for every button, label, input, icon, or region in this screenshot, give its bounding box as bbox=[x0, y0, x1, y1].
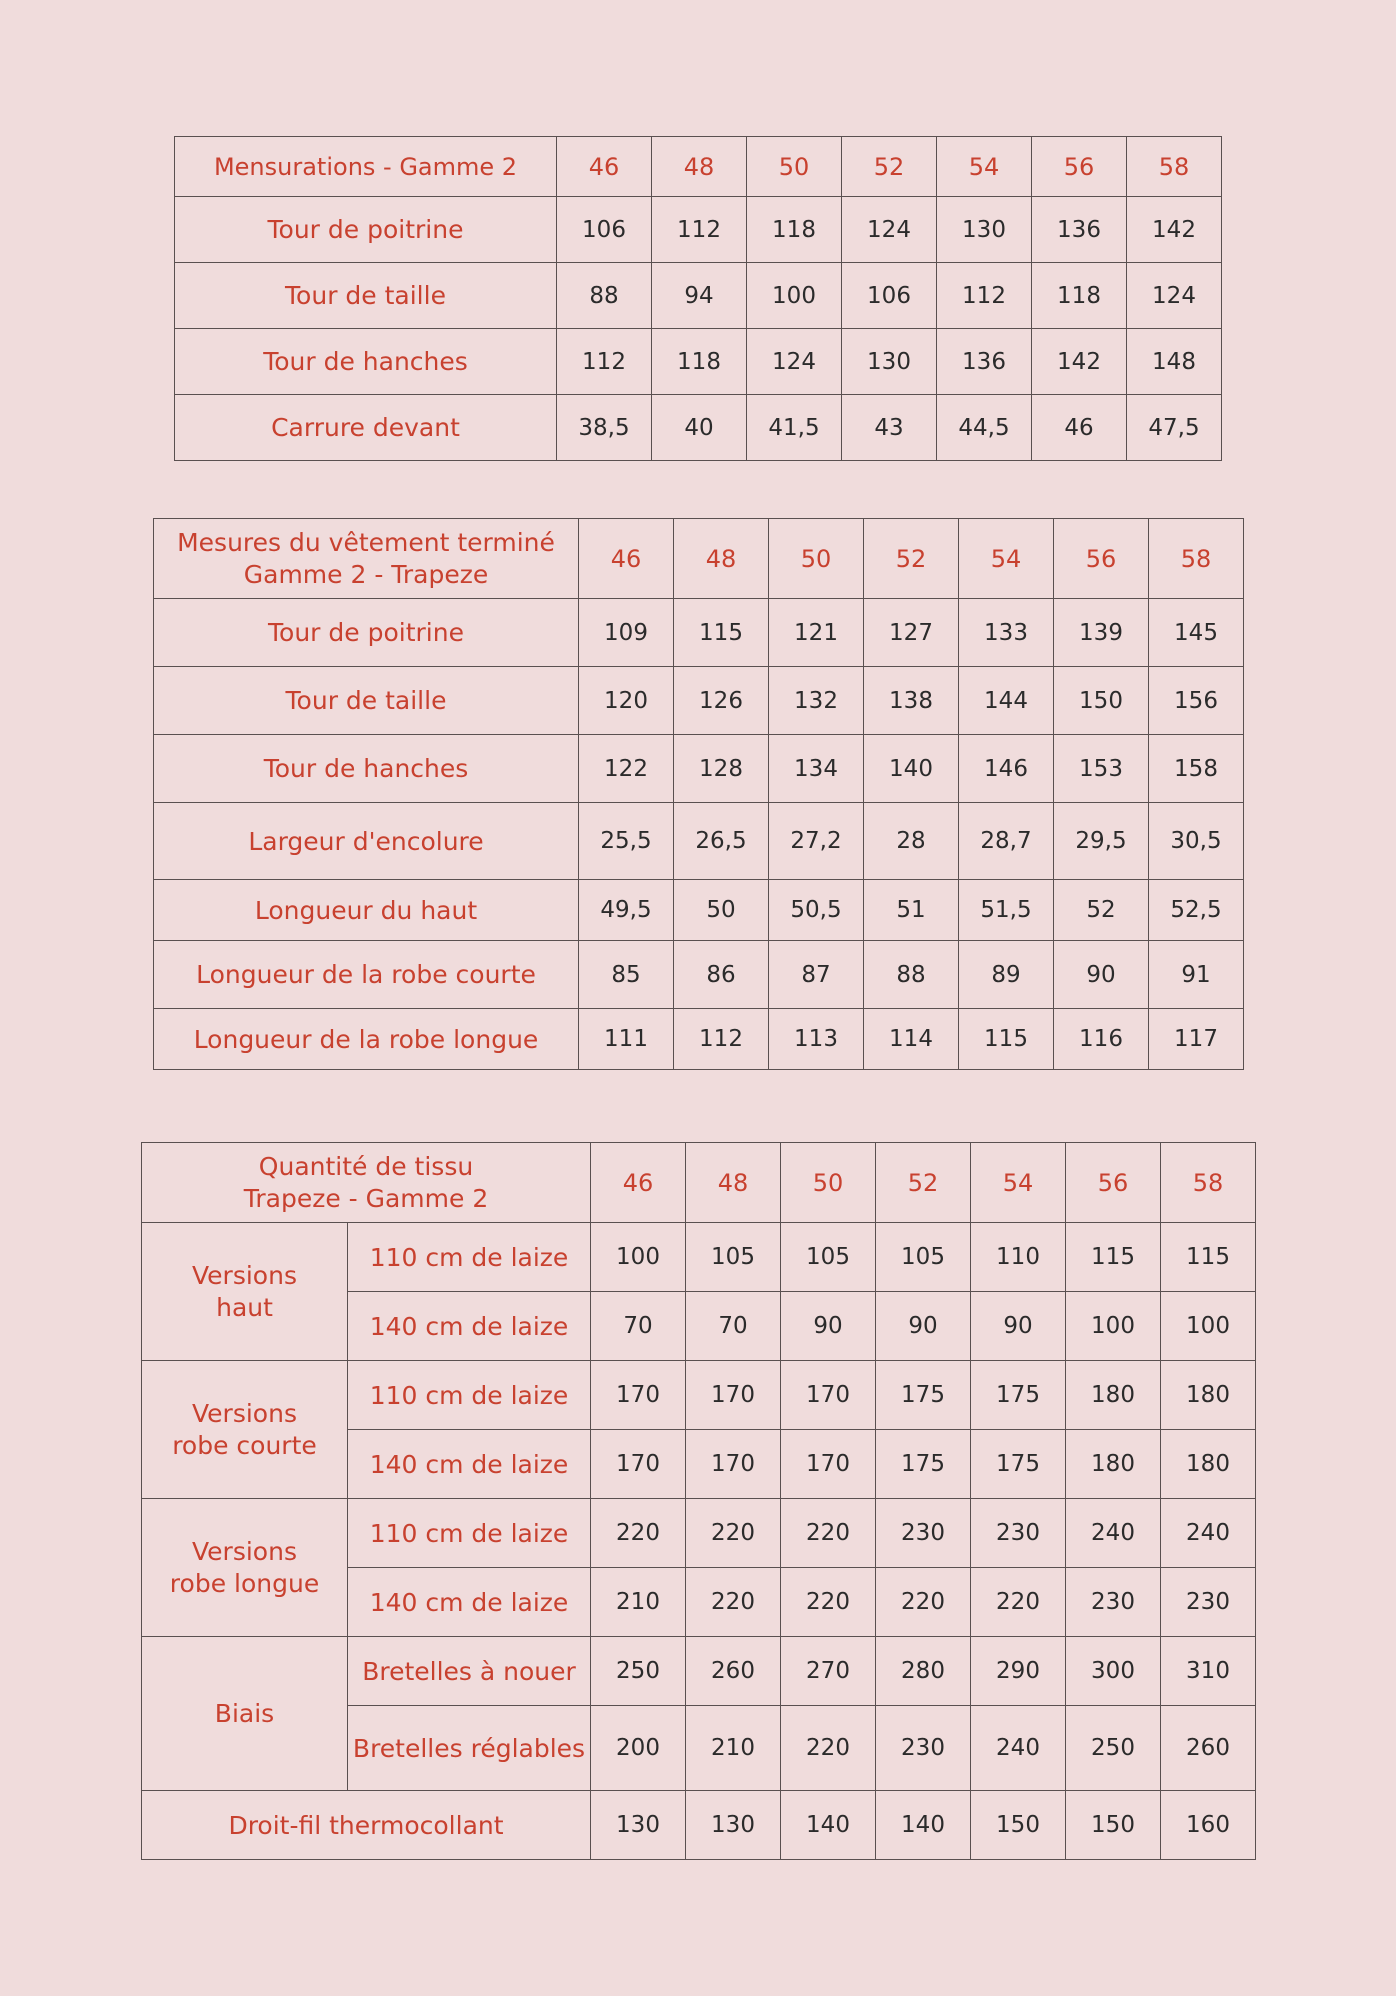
cell: 280 bbox=[876, 1637, 971, 1706]
table-row bbox=[142, 1637, 1256, 1706]
cell: 220 bbox=[781, 1706, 876, 1791]
group-label bbox=[142, 1223, 348, 1361]
cell: 47,5 bbox=[1127, 395, 1222, 461]
cell: 220 bbox=[781, 1568, 876, 1637]
cell: 126 bbox=[674, 667, 769, 735]
cell: 124 bbox=[842, 197, 937, 263]
size-header: 56 bbox=[1032, 137, 1127, 197]
cell: 240 bbox=[971, 1706, 1066, 1791]
cell: 46 bbox=[1032, 395, 1127, 461]
cell: 118 bbox=[652, 329, 747, 395]
cell: 160 bbox=[1161, 1791, 1256, 1860]
table-title bbox=[142, 1143, 591, 1223]
cell: 90 bbox=[876, 1292, 971, 1361]
group-line: robe courte bbox=[172, 1430, 317, 1460]
cell: 40 bbox=[652, 395, 747, 461]
cell: 51,5 bbox=[959, 880, 1054, 941]
size-header: 52 bbox=[864, 519, 959, 599]
cell: 105 bbox=[686, 1223, 781, 1292]
cell: 260 bbox=[686, 1637, 781, 1706]
cell: 145 bbox=[1149, 599, 1244, 667]
cell: 87 bbox=[769, 941, 864, 1009]
cell: 115 bbox=[1161, 1223, 1256, 1292]
cell: 115 bbox=[674, 599, 769, 667]
row-label: Tour de hanches bbox=[175, 329, 557, 395]
table-row bbox=[175, 263, 1222, 329]
row-label: Carrure devant bbox=[175, 395, 557, 461]
size-header: 46 bbox=[591, 1143, 686, 1223]
table-row bbox=[142, 1223, 1256, 1292]
table-row bbox=[175, 395, 1222, 461]
cell: 170 bbox=[781, 1361, 876, 1430]
cell: 30,5 bbox=[1149, 803, 1244, 880]
cell: 124 bbox=[1127, 263, 1222, 329]
row-label: 140 cm de laize bbox=[348, 1430, 591, 1499]
cell: 121 bbox=[769, 599, 864, 667]
cell: 43 bbox=[842, 395, 937, 461]
cell: 41,5 bbox=[747, 395, 842, 461]
size-header: 46 bbox=[557, 137, 652, 197]
header-row bbox=[175, 137, 1222, 197]
cell: 220 bbox=[591, 1499, 686, 1568]
size-header: 54 bbox=[959, 519, 1054, 599]
cell: 170 bbox=[591, 1361, 686, 1430]
size-header: 46 bbox=[579, 519, 674, 599]
cell: 146 bbox=[959, 735, 1054, 803]
cell: 90 bbox=[1054, 941, 1149, 1009]
cell: 210 bbox=[591, 1568, 686, 1637]
cell: 115 bbox=[959, 1009, 1054, 1070]
cell: 52 bbox=[1054, 880, 1149, 941]
cell: 100 bbox=[591, 1223, 686, 1292]
title-line: Gamme 2 - Trapeze bbox=[243, 559, 489, 589]
table-row bbox=[154, 880, 1244, 941]
group-line: Versions bbox=[192, 1536, 297, 1566]
cell: 88 bbox=[864, 941, 959, 1009]
cell: 180 bbox=[1161, 1361, 1256, 1430]
size-header: 56 bbox=[1054, 519, 1149, 599]
row-label: Longueur de la robe courte bbox=[154, 941, 579, 1009]
size-header: 52 bbox=[876, 1143, 971, 1223]
size-header: 56 bbox=[1066, 1143, 1161, 1223]
table-row bbox=[154, 599, 1244, 667]
cell: 175 bbox=[876, 1430, 971, 1499]
group-label: Biais bbox=[142, 1637, 348, 1791]
cell: 150 bbox=[1066, 1791, 1161, 1860]
cell: 128 bbox=[674, 735, 769, 803]
row-label: Largeur d'encolure bbox=[154, 803, 579, 880]
row-label: Tour de poitrine bbox=[175, 197, 557, 263]
cell: 51 bbox=[864, 880, 959, 941]
cell: 91 bbox=[1149, 941, 1244, 1009]
cell: 140 bbox=[876, 1791, 971, 1860]
cell: 28,7 bbox=[959, 803, 1054, 880]
row-label: 110 cm de laize bbox=[348, 1361, 591, 1430]
cell: 112 bbox=[557, 329, 652, 395]
table-row bbox=[142, 1499, 1256, 1568]
cell: 85 bbox=[579, 941, 674, 1009]
cell: 50 bbox=[674, 880, 769, 941]
cell: 117 bbox=[1149, 1009, 1244, 1070]
table-row bbox=[175, 329, 1222, 395]
row-label: Longueur de la robe longue bbox=[154, 1009, 579, 1070]
cell: 230 bbox=[971, 1499, 1066, 1568]
cell: 240 bbox=[1161, 1499, 1256, 1568]
cell: 70 bbox=[686, 1292, 781, 1361]
cell: 86 bbox=[674, 941, 769, 1009]
table-row bbox=[154, 803, 1244, 880]
row-label: 110 cm de laize bbox=[348, 1499, 591, 1568]
table-title bbox=[154, 519, 579, 599]
cell: 52,5 bbox=[1149, 880, 1244, 941]
cell: 170 bbox=[686, 1361, 781, 1430]
cell: 150 bbox=[1054, 667, 1149, 735]
cell: 112 bbox=[652, 197, 747, 263]
row-label: Bretelles à nouer bbox=[348, 1637, 591, 1706]
cell: 122 bbox=[579, 735, 674, 803]
cell: 111 bbox=[579, 1009, 674, 1070]
table-row bbox=[142, 1791, 1256, 1860]
cell: 120 bbox=[579, 667, 674, 735]
cell: 29,5 bbox=[1054, 803, 1149, 880]
row-label: Longueur du haut bbox=[154, 880, 579, 941]
cell: 142 bbox=[1032, 329, 1127, 395]
row-label: 110 cm de laize bbox=[348, 1223, 591, 1292]
cell: 230 bbox=[876, 1706, 971, 1791]
cell: 112 bbox=[674, 1009, 769, 1070]
cell: 310 bbox=[1161, 1637, 1256, 1706]
size-header: 50 bbox=[769, 519, 864, 599]
cell: 220 bbox=[781, 1499, 876, 1568]
cell: 290 bbox=[971, 1637, 1066, 1706]
cell: 115 bbox=[1066, 1223, 1161, 1292]
cell: 156 bbox=[1149, 667, 1244, 735]
cell: 118 bbox=[747, 197, 842, 263]
cell: 144 bbox=[959, 667, 1054, 735]
cell: 170 bbox=[591, 1430, 686, 1499]
cell: 136 bbox=[937, 329, 1032, 395]
group-line: robe longue bbox=[169, 1568, 320, 1598]
cell: 89 bbox=[959, 941, 1054, 1009]
cell: 44,5 bbox=[937, 395, 1032, 461]
cell: 109 bbox=[579, 599, 674, 667]
cell: 112 bbox=[937, 263, 1032, 329]
cell: 240 bbox=[1066, 1499, 1161, 1568]
cell: 134 bbox=[769, 735, 864, 803]
cell: 139 bbox=[1054, 599, 1149, 667]
cell: 130 bbox=[937, 197, 1032, 263]
cell: 110 bbox=[971, 1223, 1066, 1292]
cell: 88 bbox=[557, 263, 652, 329]
size-header: 58 bbox=[1161, 1143, 1256, 1223]
cell: 260 bbox=[1161, 1706, 1256, 1791]
row-label: Bretelles réglables bbox=[348, 1706, 591, 1791]
cell: 175 bbox=[971, 1430, 1066, 1499]
cell: 138 bbox=[864, 667, 959, 735]
cell: 114 bbox=[864, 1009, 959, 1070]
title-line: Trapeze - Gamme 2 bbox=[243, 1183, 489, 1213]
cell: 50,5 bbox=[769, 880, 864, 941]
row-label: Droit-fil thermocollant bbox=[142, 1791, 591, 1860]
cell: 116 bbox=[1054, 1009, 1149, 1070]
cell: 140 bbox=[864, 735, 959, 803]
cell: 113 bbox=[769, 1009, 864, 1070]
cell: 140 bbox=[781, 1791, 876, 1860]
cell: 142 bbox=[1127, 197, 1222, 263]
title-line: Quantité de tissu bbox=[258, 1151, 474, 1181]
title-line: Mesures du vêtement terminé bbox=[177, 527, 555, 557]
finished-garment-table bbox=[153, 518, 1244, 1070]
cell: 136 bbox=[1032, 197, 1127, 263]
size-header: 58 bbox=[1149, 519, 1244, 599]
cell: 94 bbox=[652, 263, 747, 329]
table-row bbox=[154, 735, 1244, 803]
cell: 124 bbox=[747, 329, 842, 395]
cell: 220 bbox=[971, 1568, 1066, 1637]
size-header: 48 bbox=[686, 1143, 781, 1223]
cell: 150 bbox=[971, 1791, 1066, 1860]
cell: 106 bbox=[557, 197, 652, 263]
table-row bbox=[154, 1009, 1244, 1070]
cell: 180 bbox=[1161, 1430, 1256, 1499]
cell: 230 bbox=[1066, 1568, 1161, 1637]
cell: 27,2 bbox=[769, 803, 864, 880]
size-header: 52 bbox=[842, 137, 937, 197]
cell: 105 bbox=[781, 1223, 876, 1292]
cell: 100 bbox=[1161, 1292, 1256, 1361]
cell: 153 bbox=[1054, 735, 1149, 803]
cell: 158 bbox=[1149, 735, 1244, 803]
cell: 220 bbox=[686, 1499, 781, 1568]
cell: 270 bbox=[781, 1637, 876, 1706]
size-header: 50 bbox=[747, 137, 842, 197]
cell: 130 bbox=[842, 329, 937, 395]
cell: 90 bbox=[781, 1292, 876, 1361]
cell: 28 bbox=[864, 803, 959, 880]
row-label: Tour de hanches bbox=[154, 735, 579, 803]
cell: 133 bbox=[959, 599, 1054, 667]
table-row bbox=[154, 667, 1244, 735]
header-row bbox=[142, 1143, 1256, 1223]
row-label: Tour de taille bbox=[154, 667, 579, 735]
size-header: 48 bbox=[652, 137, 747, 197]
cell: 250 bbox=[591, 1637, 686, 1706]
size-header: 54 bbox=[937, 137, 1032, 197]
cell: 118 bbox=[1032, 263, 1127, 329]
cell: 175 bbox=[876, 1361, 971, 1430]
cell: 105 bbox=[876, 1223, 971, 1292]
size-header: 50 bbox=[781, 1143, 876, 1223]
size-header: 48 bbox=[674, 519, 769, 599]
cell: 230 bbox=[876, 1499, 971, 1568]
group-label bbox=[142, 1361, 348, 1499]
group-label bbox=[142, 1499, 348, 1637]
cell: 49,5 bbox=[579, 880, 674, 941]
header-row bbox=[154, 519, 1244, 599]
cell: 200 bbox=[591, 1706, 686, 1791]
cell: 130 bbox=[686, 1791, 781, 1860]
row-label: 140 cm de laize bbox=[348, 1568, 591, 1637]
cell: 220 bbox=[876, 1568, 971, 1637]
cell: 100 bbox=[1066, 1292, 1161, 1361]
body-measurements-table bbox=[174, 136, 1222, 461]
size-header: 58 bbox=[1127, 137, 1222, 197]
row-label: 140 cm de laize bbox=[348, 1292, 591, 1361]
table-row bbox=[175, 197, 1222, 263]
cell: 170 bbox=[781, 1430, 876, 1499]
cell: 132 bbox=[769, 667, 864, 735]
cell: 148 bbox=[1127, 329, 1222, 395]
cell: 130 bbox=[591, 1791, 686, 1860]
cell: 38,5 bbox=[557, 395, 652, 461]
size-header: 54 bbox=[971, 1143, 1066, 1223]
row-label: Tour de taille bbox=[175, 263, 557, 329]
cell: 100 bbox=[747, 263, 842, 329]
cell: 250 bbox=[1066, 1706, 1161, 1791]
table-title: Mensurations - Gamme 2 bbox=[175, 137, 557, 197]
cell: 180 bbox=[1066, 1361, 1161, 1430]
cell: 25,5 bbox=[579, 803, 674, 880]
cell: 180 bbox=[1066, 1430, 1161, 1499]
group-line: Versions bbox=[192, 1260, 297, 1290]
cell: 90 bbox=[971, 1292, 1066, 1361]
cell: 220 bbox=[686, 1568, 781, 1637]
cell: 230 bbox=[1161, 1568, 1256, 1637]
fabric-quantity-table bbox=[141, 1142, 1256, 1860]
cell: 175 bbox=[971, 1361, 1066, 1430]
table-row bbox=[154, 941, 1244, 1009]
group-line: Versions bbox=[192, 1398, 297, 1428]
table-row bbox=[142, 1361, 1256, 1430]
cell: 210 bbox=[686, 1706, 781, 1791]
row-label: Tour de poitrine bbox=[154, 599, 579, 667]
cell: 70 bbox=[591, 1292, 686, 1361]
cell: 300 bbox=[1066, 1637, 1161, 1706]
cell: 26,5 bbox=[674, 803, 769, 880]
group-line: haut bbox=[216, 1292, 273, 1322]
cell: 106 bbox=[842, 263, 937, 329]
cell: 127 bbox=[864, 599, 959, 667]
cell: 170 bbox=[686, 1430, 781, 1499]
